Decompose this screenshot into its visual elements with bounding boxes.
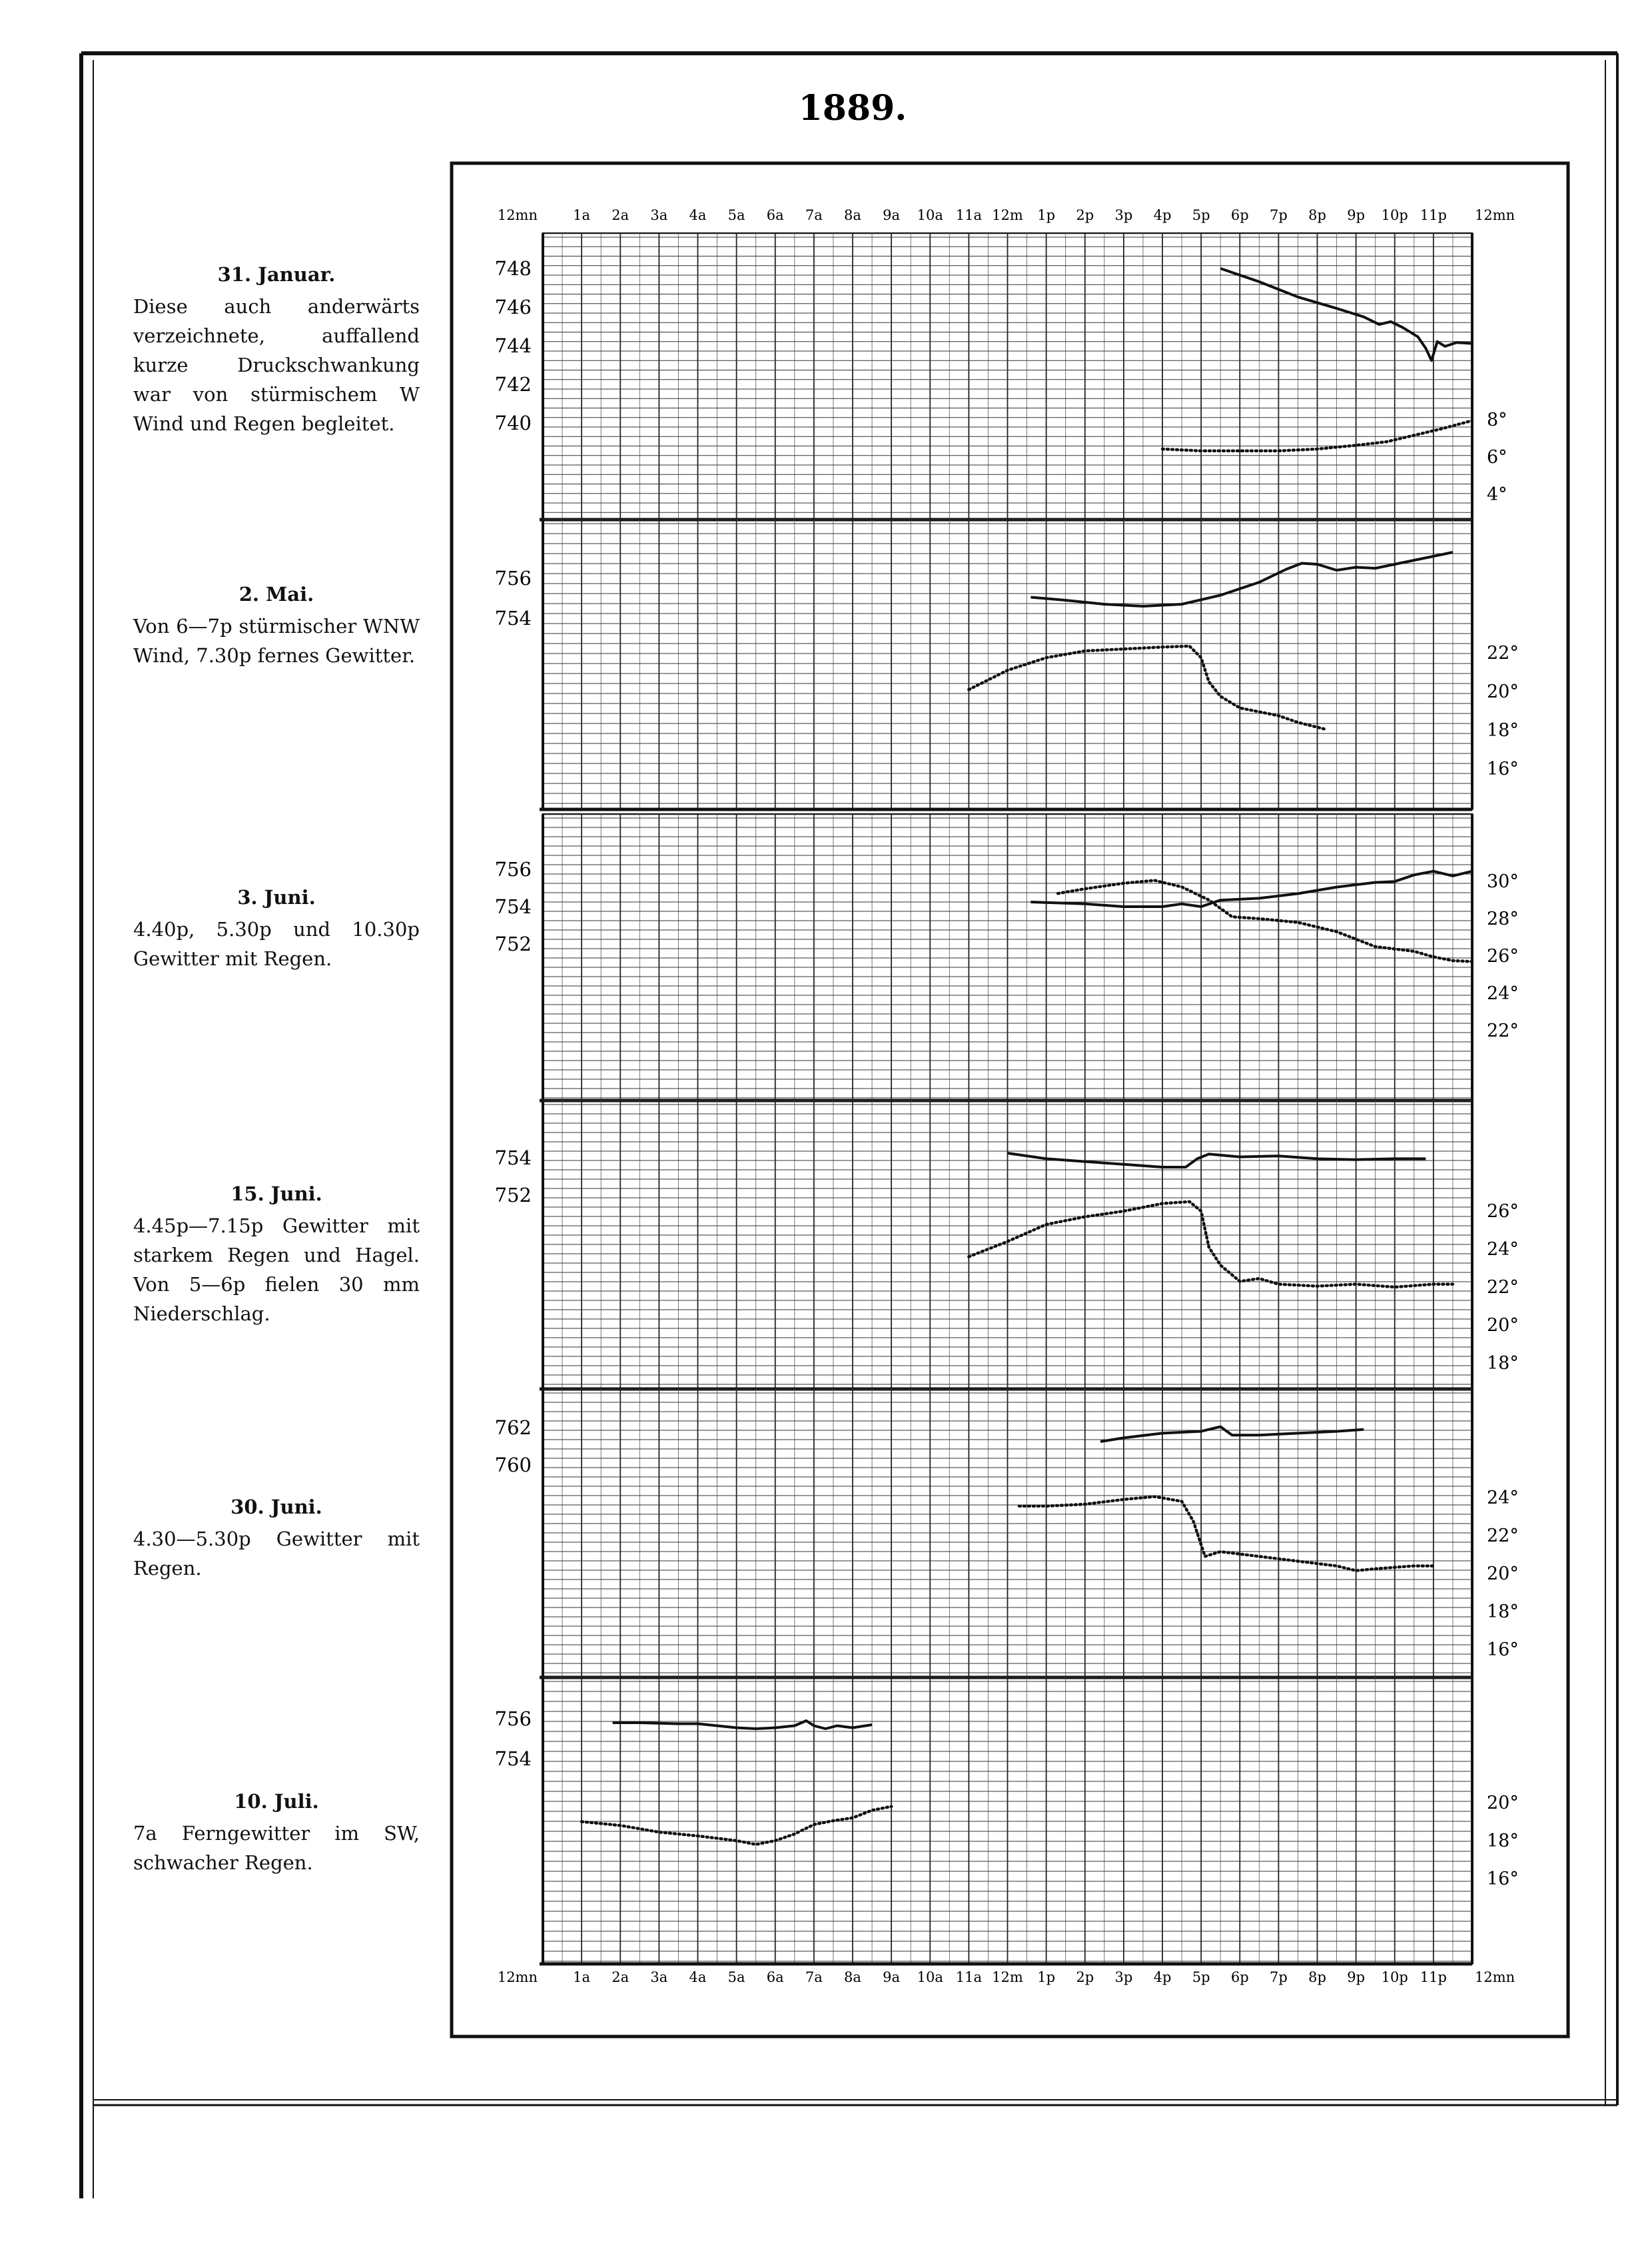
- hour-top-tick-label: 12mn: [497, 207, 538, 223]
- temperature-tick-label: 6°: [1487, 447, 1507, 468]
- temperature-tick-label: 20°: [1487, 1564, 1519, 1584]
- panel-date: 15. Juni.: [230, 1182, 322, 1205]
- hour-top-tick-label: 9p: [1347, 207, 1366, 223]
- pressure-tick-label: 756: [494, 567, 532, 590]
- hour-top-tick-label: 2p: [1076, 207, 1094, 223]
- temperature-tick-label: 24°: [1487, 1488, 1519, 1508]
- temperature-tick-label: 20°: [1487, 681, 1519, 702]
- panel-date: 31. Januar.: [217, 263, 336, 286]
- panel: [495, 233, 1507, 520]
- panel-note: [133, 580, 420, 670]
- hour-top-tick-label: 10p: [1381, 207, 1408, 223]
- pressure-tick-label: 754: [494, 1146, 532, 1169]
- hour-top-tick-label: 3p: [1114, 207, 1133, 223]
- temperature-tick-label: 26°: [1487, 946, 1519, 967]
- hour-top-tick-label: 7p: [1269, 207, 1288, 223]
- pressure-tick-label: 756: [494, 1707, 532, 1730]
- hour-bottom-tick-label: 9p: [1347, 1969, 1366, 1985]
- panel-note-text: Diese auch anderwärts verzeichnete, auffallend kurze Druckschwankung war von stürmischem W Wind und Regen begleitet.: [133, 295, 420, 435]
- panel-note-text: 4.30—5.30p Gewitter mit Regen.: [133, 1528, 420, 1580]
- panel-note-text: 4.45p—7.15p Gewitter mit starkem Regen und Hagel. Von 5—6p fielen 30 mm Niederschlag.: [133, 1214, 420, 1325]
- pressure-tick-label: 744: [494, 334, 532, 357]
- pressure-series-line: [1031, 871, 1472, 907]
- hour-bottom-tick-label: 8a: [844, 1969, 861, 1985]
- hour-axis-top: [498, 207, 1515, 223]
- pressure-tick-label: 754: [494, 1747, 532, 1770]
- hour-bottom-tick-label: 4a: [689, 1969, 707, 1985]
- panel-date: 30. Juni.: [230, 1496, 322, 1518]
- hour-top-tick-label: 11a: [955, 207, 982, 223]
- hour-bottom-tick-label: 1p: [1037, 1969, 1056, 1985]
- panel-note: [133, 1787, 420, 1877]
- temperature-tick-label: 18°: [1487, 1831, 1519, 1851]
- pressure-tick-label: 752: [494, 1184, 532, 1206]
- hour-bottom-tick-label: 12m: [992, 1969, 1023, 1985]
- temperature-tick-label: 24°: [1487, 1239, 1519, 1260]
- pressure-series-line: [1220, 268, 1472, 360]
- pressure-tick-label: 760: [494, 1454, 532, 1476]
- hour-top-tick-label: 7a: [805, 207, 823, 223]
- temperature-tick-label: 20°: [1487, 1793, 1519, 1813]
- hour-bottom-tick-label: 2a: [612, 1969, 629, 1985]
- temperature-tick-label: 24°: [1487, 983, 1519, 1004]
- panel-note: [133, 260, 420, 438]
- year-title: 1889.: [798, 88, 907, 129]
- hour-top-tick-label: 6p: [1230, 207, 1249, 223]
- temperature-tick-label: 22°: [1487, 1277, 1519, 1298]
- pressure-tick-label: 754: [494, 895, 532, 918]
- temperature-tick-label: 30°: [1487, 871, 1519, 892]
- hour-bottom-tick-label: 4p: [1153, 1969, 1172, 1985]
- pressure-tick-label: 762: [494, 1416, 532, 1439]
- panel: [495, 1101, 1519, 1389]
- panel: [495, 1389, 1519, 1677]
- hour-top-tick-label: 11p: [1420, 207, 1447, 223]
- hour-bottom-tick-label: 10p: [1381, 1969, 1408, 1985]
- hour-bottom-tick-label: 11a: [955, 1969, 982, 1985]
- hour-top-tick-label: 4p: [1153, 207, 1172, 223]
- hour-bottom-tick-label: 3p: [1114, 1969, 1133, 1985]
- panel-note-text: 4.40p, 5.30p und 10.30p Gewitter mit Regen.: [133, 918, 420, 970]
- hour-top-tick-label: 3a: [650, 207, 668, 223]
- panel: [495, 1677, 1519, 1964]
- pressure-tick-label: 752: [494, 933, 532, 955]
- pressure-tick-label: 756: [494, 858, 532, 881]
- panel-date: 2. Mai.: [238, 583, 314, 606]
- panel-date: 3. Juni.: [237, 886, 316, 909]
- hour-top-tick-label: 10a: [917, 207, 943, 223]
- temperature-tick-label: 8°: [1487, 410, 1507, 430]
- hour-top-tick-label: 9a: [883, 207, 901, 223]
- hour-bottom-tick-label: 11p: [1420, 1969, 1447, 1985]
- hour-top-tick-label: 2a: [612, 207, 629, 223]
- panel-note-text: Von 6—7p stürmischer WNW Wind, 7.30p fernes Gewitter.: [133, 615, 420, 667]
- hour-top-tick-label: 8p: [1308, 207, 1326, 223]
- temperature-tick-label: 26°: [1487, 1201, 1519, 1222]
- temperature-tick-label: 16°: [1487, 1639, 1519, 1660]
- hour-top-tick-label: 8a: [844, 207, 861, 223]
- pressure-tick-label: 742: [494, 373, 532, 396]
- hour-bottom-tick-label: 5p: [1192, 1969, 1210, 1985]
- hour-top-tick-label: 12mn: [1475, 207, 1515, 223]
- hour-bottom-tick-label: 7p: [1269, 1969, 1288, 1985]
- temperature-tick-label: 18°: [1487, 1353, 1519, 1374]
- pressure-series-line: [1031, 552, 1452, 606]
- hour-bottom-tick-label: 6a: [766, 1969, 784, 1985]
- temperature-tick-label: 28°: [1487, 909, 1519, 929]
- pressure-tick-label: 748: [494, 257, 532, 280]
- hour-bottom-tick-label: 10a: [917, 1969, 943, 1985]
- pressure-tick-label: 746: [494, 296, 532, 318]
- hour-bottom-tick-label: 12mn: [1475, 1969, 1515, 1985]
- hour-axis-bottom: [498, 1969, 1515, 1985]
- temperature-tick-label: 18°: [1487, 1601, 1519, 1622]
- temperature-tick-label: 16°: [1487, 1869, 1519, 1889]
- panels: [495, 233, 1519, 1964]
- hour-bottom-tick-label: 8p: [1308, 1969, 1326, 1985]
- hour-top-tick-label: 5p: [1192, 207, 1210, 223]
- temperature-series-line: [1019, 1497, 1434, 1571]
- hour-bottom-tick-label: 5a: [727, 1969, 745, 1985]
- panel-note: [133, 1492, 420, 1583]
- panel: [495, 814, 1519, 1101]
- pressure-tick-label: 740: [494, 412, 532, 434]
- hour-bottom-tick-label: 2p: [1076, 1969, 1094, 1985]
- temperature-series-line: [969, 646, 1325, 729]
- hour-bottom-tick-label: 6p: [1230, 1969, 1249, 1985]
- panel-note: [133, 1179, 420, 1328]
- hour-bottom-tick-label: 12mn: [497, 1969, 538, 1985]
- temperature-tick-label: 4°: [1487, 484, 1507, 505]
- temperature-tick-label: 22°: [1487, 1526, 1519, 1546]
- hour-top-tick-label: 1p: [1037, 207, 1056, 223]
- temperature-tick-label: 16°: [1487, 759, 1519, 779]
- hour-top-tick-label: 4a: [689, 207, 707, 223]
- temperature-tick-label: 22°: [1487, 643, 1519, 664]
- hour-top-tick-label: 12m: [992, 207, 1023, 223]
- pressure-tick-label: 754: [494, 607, 532, 630]
- temperature-tick-label: 18°: [1487, 720, 1519, 741]
- hour-bottom-tick-label: 3a: [650, 1969, 668, 1985]
- hour-bottom-tick-label: 7a: [805, 1969, 823, 1985]
- hour-bottom-tick-label: 1a: [573, 1969, 591, 1985]
- panel-note: [133, 883, 420, 973]
- panel-date: 10. Juli.: [234, 1790, 319, 1813]
- hour-top-tick-label: 6a: [766, 207, 784, 223]
- panel-note-text: 7a Ferngewitter im SW, schwacher Regen.: [133, 1822, 420, 1874]
- panel: [495, 520, 1519, 809]
- temperature-tick-label: 22°: [1487, 1021, 1519, 1041]
- hour-top-tick-label: 1a: [573, 207, 591, 223]
- temperature-tick-label: 20°: [1487, 1315, 1519, 1336]
- hour-top-tick-label: 5a: [727, 207, 745, 223]
- hour-bottom-tick-label: 9a: [883, 1969, 901, 1985]
